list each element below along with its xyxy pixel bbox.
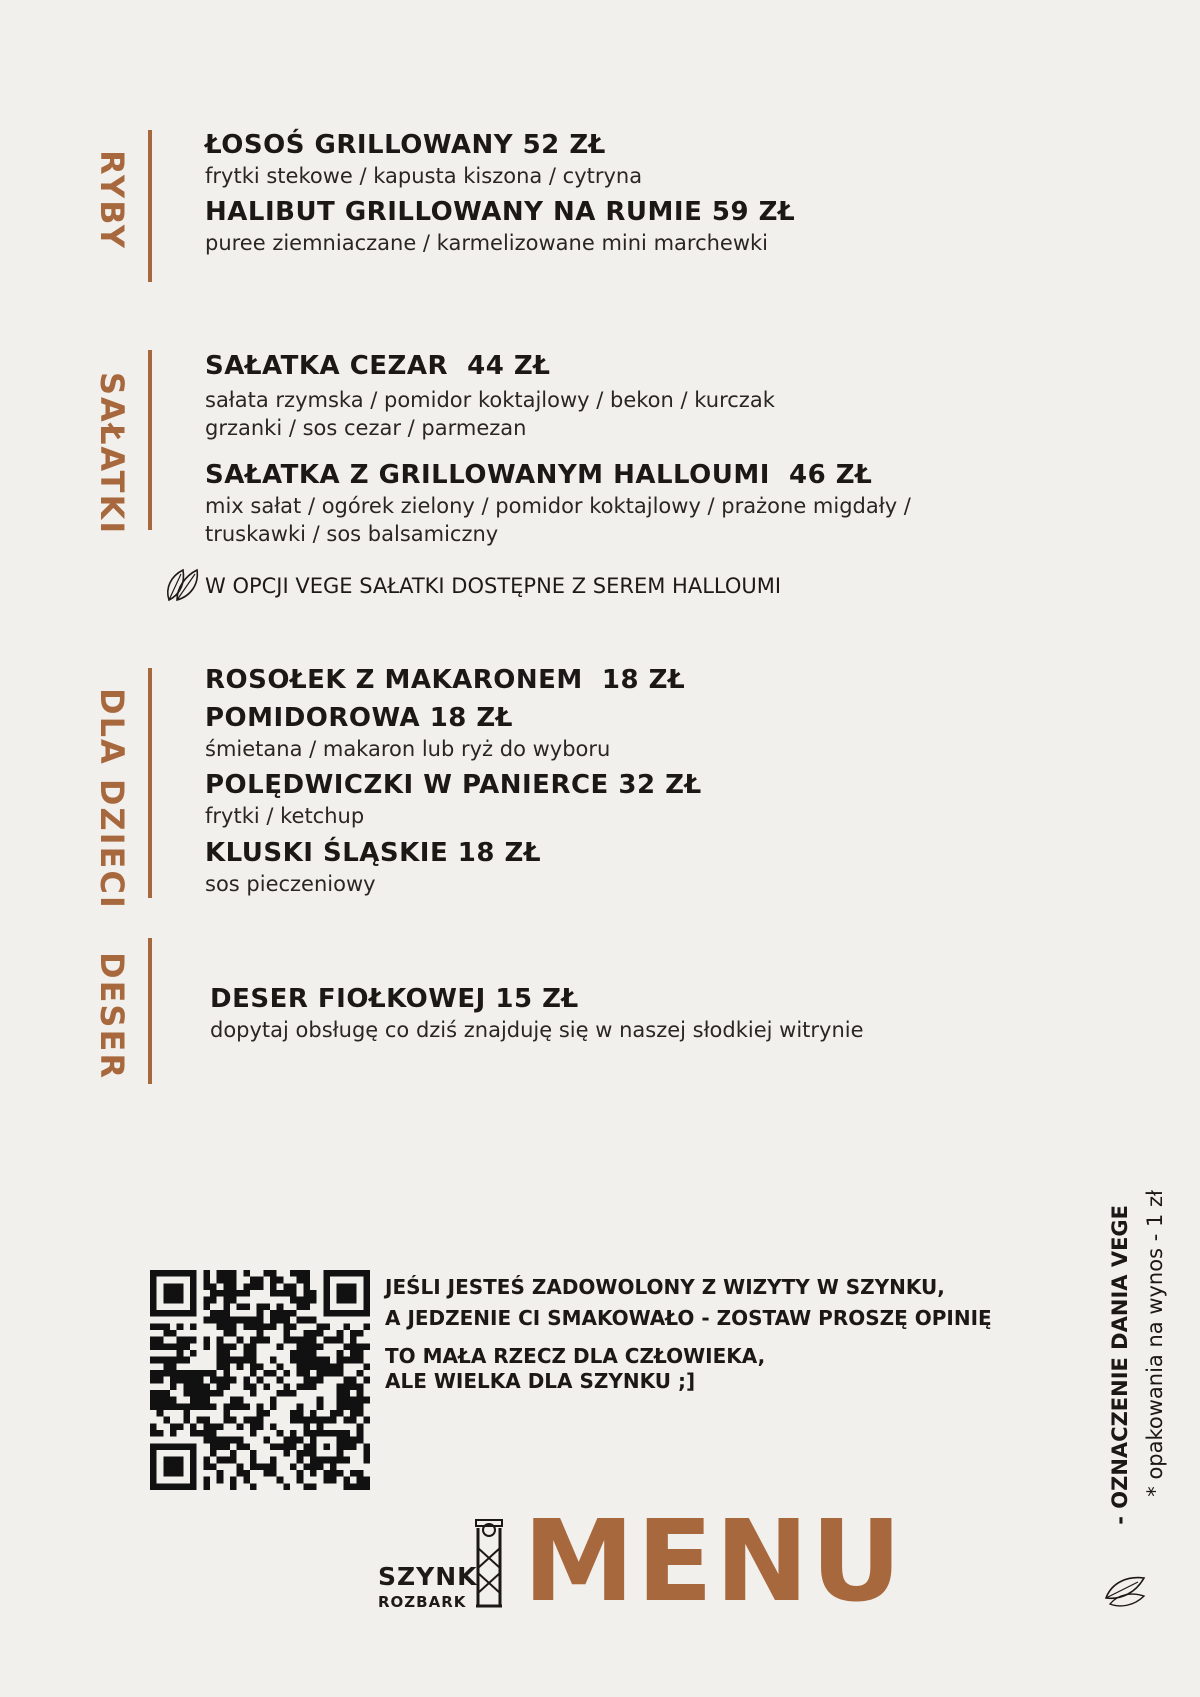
menu-item bbox=[205, 349, 775, 442]
dish-description: frytki stekowe / kapusta kiszona / cytryna bbox=[205, 164, 643, 188]
mine-shaft-icon bbox=[474, 1518, 504, 1612]
dish-name: DESER FIOŁKOWEJ 15 ZŁ bbox=[210, 984, 579, 1014]
section-label-salatki: SAŁATKI bbox=[93, 372, 131, 536]
legend-packaging: * opakowania na wynos - 1 zł bbox=[1143, 1190, 1167, 1497]
dish-description: sos pieczeniowy bbox=[205, 872, 376, 896]
section-label-dla-dzieci: DLA DZIECI bbox=[93, 688, 131, 910]
leaf-icon bbox=[1102, 1568, 1148, 1612]
section-label-ryby: RYBY bbox=[93, 150, 131, 250]
dish-name: ROSOŁEK Z MAKARONEM 18 ZŁ bbox=[205, 665, 686, 695]
section-rule-ryby bbox=[148, 130, 152, 282]
dish-name: POLĘDWICZKI W PANIERCE 32 ZŁ bbox=[205, 770, 702, 800]
dish-description: truskawki / sos balsamiczny bbox=[205, 522, 499, 546]
review-tagline-line: ALE WIELKA DLA SZYNKU ;] bbox=[385, 1369, 696, 1393]
logo-rozbark: ROZBARK bbox=[378, 1593, 467, 1611]
review-prompt-line: A JEDZENIE CI SMAKOWAŁO - ZOSTAW PROSZĘ OPINIĘ bbox=[385, 1306, 992, 1330]
dish-name: SAŁATKA CEZAR 44 ZŁ bbox=[205, 351, 551, 381]
dish-name: HALIBUT GRILLOWANY NA RUMIE 59 ZŁ bbox=[205, 197, 796, 227]
dish-description: dopytaj obsługę co dziś znajduję się w naszej słodkiej witrynie bbox=[210, 1018, 864, 1042]
dish-name: ŁOSOŚ GRILLOWANY 52 ZŁ bbox=[205, 130, 606, 160]
menu-item bbox=[205, 195, 795, 257]
logo-szynk: SZYNK bbox=[378, 1562, 478, 1591]
menu-item bbox=[205, 128, 642, 190]
section-rule-dla-dzieci bbox=[148, 668, 152, 898]
section-label-deser: DESER bbox=[93, 952, 131, 1080]
menu-item bbox=[205, 701, 610, 763]
dish-description: grzanki / sos cezar / parmezan bbox=[205, 416, 527, 440]
review-prompt-line: JEŚLI JESTEŚ ZADOWOLONY Z WIZYTY W SZYNKU, bbox=[385, 1275, 945, 1299]
vege-note-text: W OPCJI VEGE SAŁATKI DOSTĘPNE Z SEREM HALLOUMI bbox=[205, 574, 782, 598]
dish-description: frytki / ketchup bbox=[205, 804, 365, 828]
menu-item bbox=[205, 663, 685, 697]
dish-description: śmietana / makaron lub ryż do wyboru bbox=[205, 737, 611, 761]
menu-item bbox=[205, 458, 911, 548]
dish-name: KLUSKI ŚLĄSKIE 18 ZŁ bbox=[205, 838, 542, 868]
menu-item bbox=[210, 982, 864, 1044]
dish-name: SAŁATKA Z GRILLOWANYM HALLOUMI 46 ZŁ bbox=[205, 460, 873, 490]
menu-item bbox=[205, 836, 541, 898]
dish-description: mix sałat / ogórek zielony / pomidor koktajlowy / prażone migdały / bbox=[205, 494, 911, 518]
menu-item bbox=[205, 768, 702, 830]
review-tagline-line: TO MAŁA RZECZ DLA CZŁOWIEKA, bbox=[385, 1344, 766, 1368]
dish-description: sałata rzymska / pomidor koktajlowy / bekon / kurczak bbox=[205, 388, 775, 412]
review-prompt bbox=[385, 1272, 992, 1334]
leaf-icon bbox=[163, 564, 201, 608]
section-rule-deser bbox=[148, 938, 152, 1084]
review-tagline bbox=[385, 1344, 765, 1394]
qr-code[interactable] bbox=[150, 1270, 370, 1490]
vege-note bbox=[163, 564, 781, 608]
legend-vege: - OZNACZENIE DANIA VEGE bbox=[1108, 1205, 1132, 1525]
section-rule-salatki bbox=[148, 350, 152, 530]
logo-menu: MENU bbox=[523, 1497, 904, 1627]
dish-name: POMIDOROWA 18 ZŁ bbox=[205, 703, 513, 733]
dish-description: puree ziemniaczane / karmelizowane mini marchewki bbox=[205, 231, 769, 255]
